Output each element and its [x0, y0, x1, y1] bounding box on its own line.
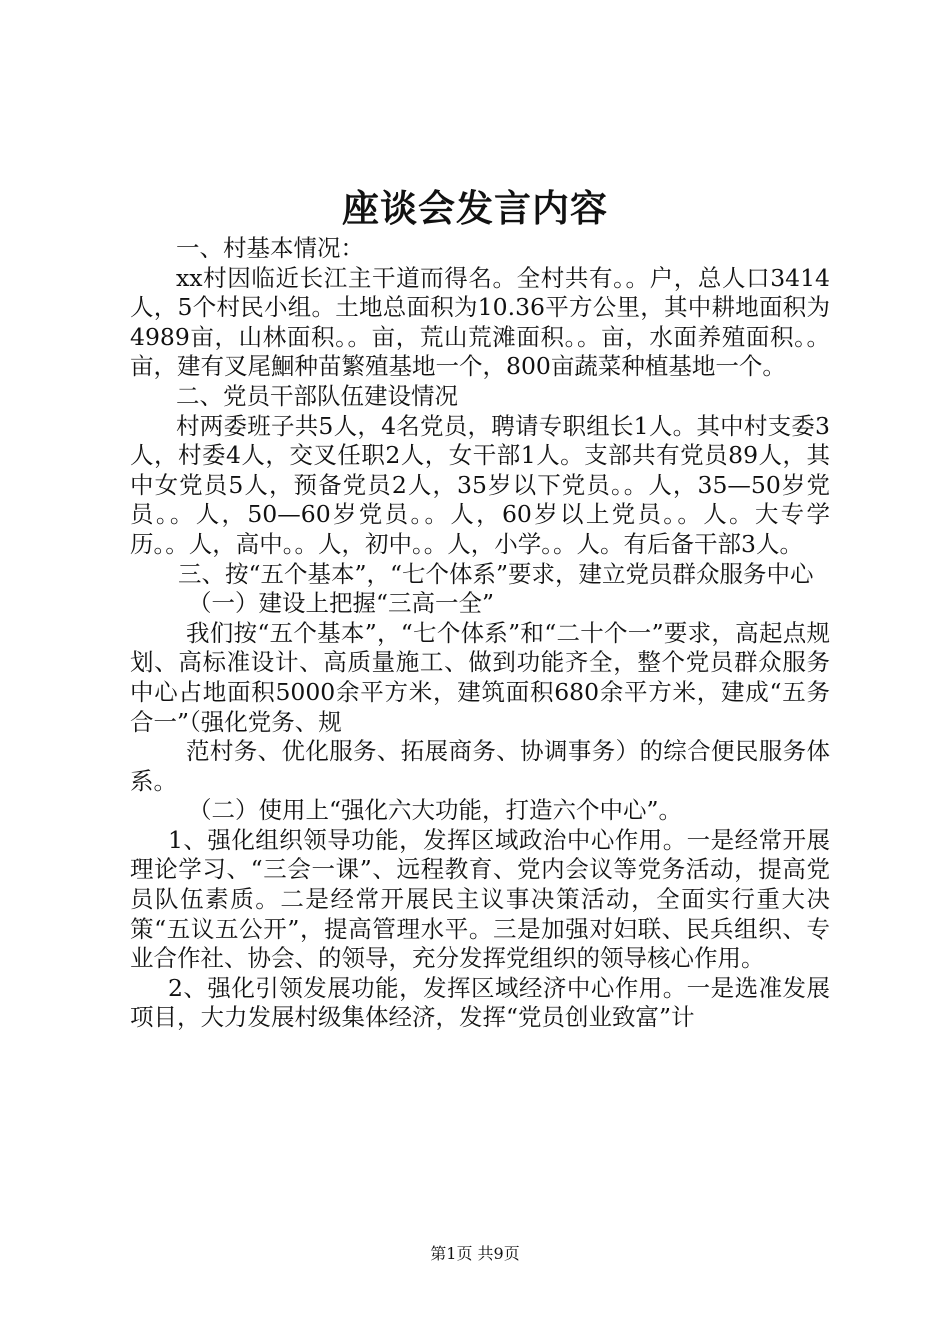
subsection-heading-2: （二）使用上“强化六大功能，打造六个中心”。: [188, 796, 683, 825]
section-heading-1: 一、村基本情况：: [176, 234, 364, 262]
paragraph-construction: 我们按“五个基本”，“七个体系”和“二十个一”要求，高起点规划、高标准设计、高质量施工、做到功能齐全，整个党员群众服务中心占地面积5000余平方米，建筑面积680余平方米，建成“五务合一”（强化党务、规: [130, 618, 830, 736]
paragraph-construction-continued: 范村务、优化服务、拓展商务、协调事务）的综合便民服务体系。: [130, 737, 830, 795]
document-title: 座谈会发言内容: [342, 186, 608, 230]
section-heading-2: 二、党员干部队伍建设情况: [176, 381, 458, 410]
page-number-footer: 第1页 共9页: [430, 1244, 520, 1263]
paragraph-cadre-team: 村两委班子共5人，4名党员，聘请专职组长1人。其中村支委3人，村委4人，交叉任职2人，女干部1人。支部共有党员89人，其中女党员5人，预备党员2人，35岁以下党员。。人，35—50岁党员。。人，50—60岁党员。。人，60岁以上党员。。人。大专学历。。人，高中。。人，初中。。人，小学。。人。有后备干部3人。: [130, 411, 830, 558]
subsection-heading-1: （一）建设上把握“三高一全”: [188, 589, 495, 618]
document-body: [130, 234, 830, 1033]
paragraph-village-overview: xx村因临近长江主干道而得名。全村共有。。户，总人口3414人，5个村民小组。土地总面积为10.36平方公里，其中耕地面积为4989亩，山林面积。。亩，荒山荒滩面积。。亩，水面养殖面积。。亩，建有叉尾鮰种苗繁殖基地一个，800亩蔬菜种植基地一个。: [130, 263, 830, 381]
paragraph-function-1: 1、强化组织领导功能，发挥区域政治中心作用。一是经常开展理论学习、“三会一课”、远程教育、党内会议等党务活动，提高党员队伍素质。二是经常开展民主议事决策活动，全面实行重大决策“五议五公开”，提高管理水平。三是加强对妇联、民兵组织、专业合作社、协会、的领导，充分发挥党组织的领导核心作用。: [130, 825, 830, 973]
paragraph-function-2: 2、强化引领发展功能，发挥区域经济中心作用。一是选准发展项目，大力发展村级集体经济，发挥“党员创业致富”计: [130, 973, 830, 1032]
section-heading-3: 三、按“五个基本”，“七个体系”要求，建立党员群众服务中心: [178, 559, 814, 588]
